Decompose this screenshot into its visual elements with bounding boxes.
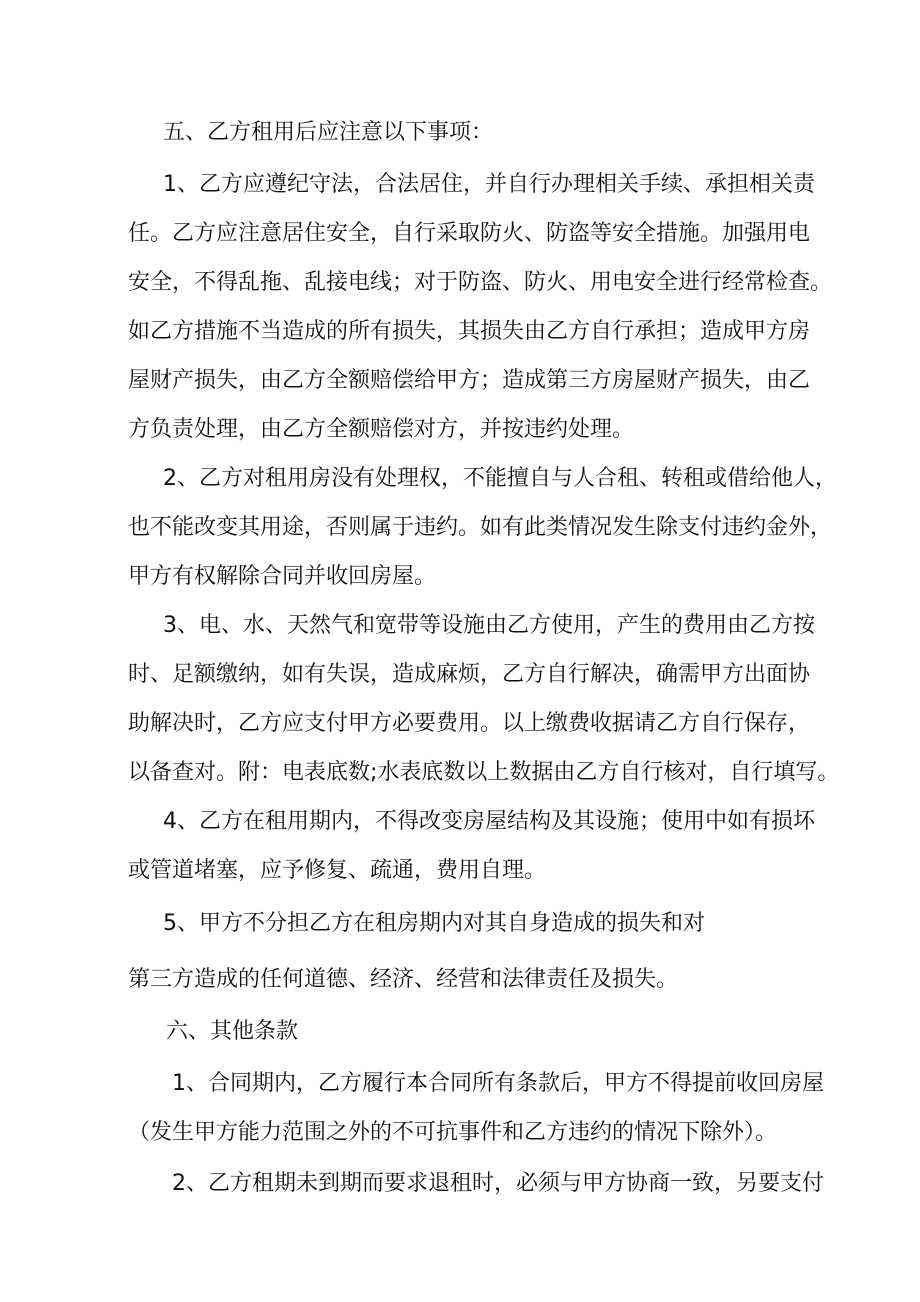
- clause-five-3-line-1: 3、电、水、天然气和宽带等设施由乙方使用，产生的费用由乙方按: [163, 613, 815, 638]
- clause-five-2-line-2: 也不能改变其用途，否则属于违约。如有此类情况发生除支付违约金外，: [128, 515, 833, 540]
- clause-five-1-line-5: 屋财产损失，由乙方全额赔偿给甲方；造成第三方房屋财产损失，由乙: [128, 368, 811, 393]
- clause-five-2-line-3: 甲方有权解除合同并收回房屋。: [128, 564, 437, 589]
- clause-five-4-line-2: 或管道堵塞，应予修复、疏通，费用自理。: [128, 858, 547, 883]
- clause-five-5-line-2: 第三方造成的任何道德、经济、经营和法律责任及损失。: [128, 967, 679, 992]
- clause-five-1-line-3: 安全，不得乱拖、乱接电线；对于防盗、防火、用电安全进行经常检查。: [128, 270, 833, 295]
- section-five-heading: 五、乙方租用后应注意以下事项：: [163, 120, 494, 145]
- clause-five-1-line-6: 方负责处理，由乙方全额赔偿对方，并按违约处理。: [128, 417, 635, 442]
- clause-six-1-line-2: （发生甲方能力范围之外的不可抗事件和乙方违约的情况下除外）。: [128, 1120, 778, 1145]
- clause-five-5-line-1: 5、甲方不分担乙方在租房期内对其自身造成的损失和对: [163, 911, 705, 936]
- section-six-heading: 六、其他条款: [166, 1019, 299, 1044]
- clause-six-1-line-1: 1、合同期内，乙方履行本合同所有条款后，甲方不得提前收回房屋: [172, 1071, 824, 1096]
- clause-five-1-line-2: 任。乙方应注意居住安全，自行采取防火、防盗等安全措施。加强用电: [128, 221, 811, 246]
- clause-six-2-line-1: 2、乙方租期未到期而要求退租时，必须与甲方协商一致，另要支付: [172, 1171, 824, 1196]
- clause-five-2-line-1: 2、乙方对租用房没有处理权，不能擅自与人合租、转租或借给他人，: [163, 466, 837, 491]
- clause-five-1-line-1: 1、乙方应遵纪守法，合法居住，并自行办理相关手续、承担相关责: [163, 172, 815, 197]
- clause-five-3-line-4: 以备查对。附：电表底数;水表底数以上数据由乙方自行核对，自行填写。: [128, 760, 840, 785]
- clause-five-3-line-2: 时、足额缴纳，如有失误，造成麻烦，乙方自行解决，确需甲方出面协: [128, 662, 811, 687]
- clause-five-3-line-3: 助解决时，乙方应支付甲方必要费用。以上缴费收据请乙方自行保存，: [128, 711, 811, 736]
- clause-five-4-line-1: 4、乙方在租用期内，不得改变房屋结构及其设施；使用中如有损坏: [163, 809, 815, 834]
- clause-five-1-line-4: 如乙方措施不当造成的所有损失，其损失由乙方自行承担；造成甲方房: [128, 319, 811, 344]
